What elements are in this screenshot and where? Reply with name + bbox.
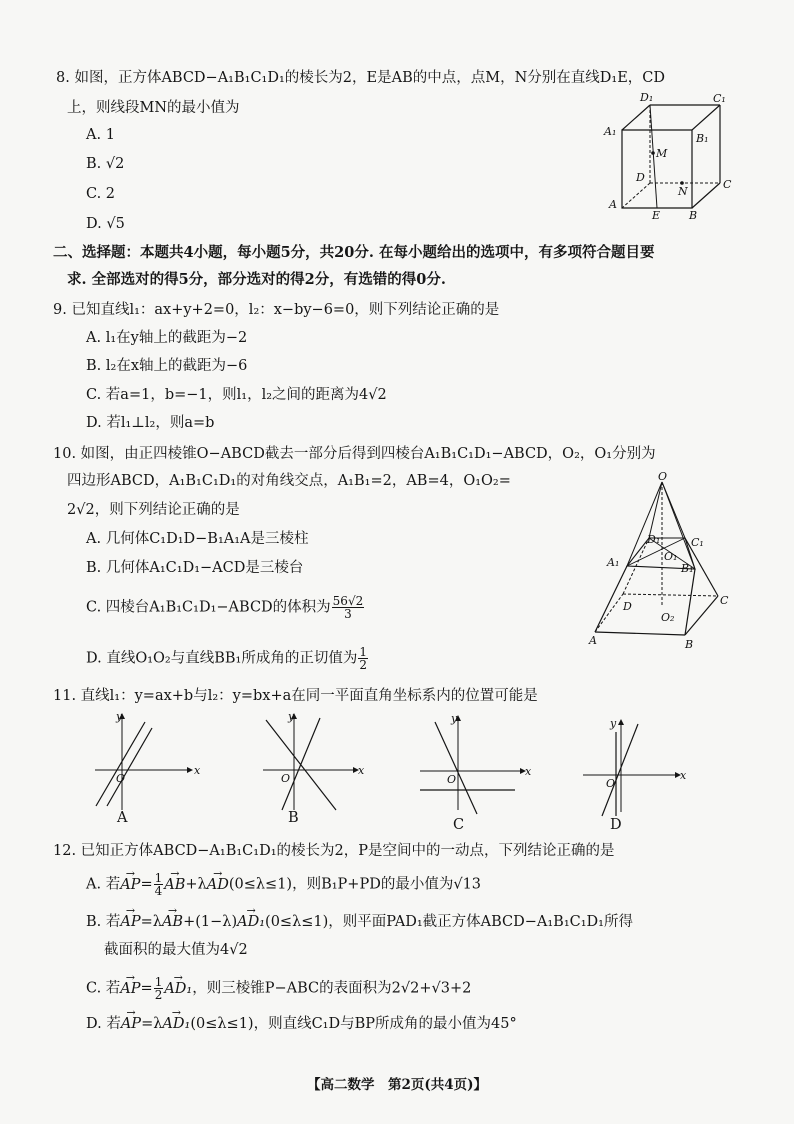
q8-option-c: C. 2 — [86, 186, 116, 202]
q10-label-a: A — [589, 634, 597, 647]
q10-option-b: B. 几何体A₁C₁D₁−ACD是三棱台 — [86, 560, 304, 576]
q12-option-a: A. 若→ AP= $\frac{1}{4}$ → AB+λ→ AD(0≤λ≤1)，则B₁P+PD的最小值为√13 — [86, 872, 481, 897]
q9-option-b: B. l₂在x轴上的截距为−6 — [86, 358, 248, 374]
q8-label-b: B — [689, 209, 698, 222]
q12-option-d: D. 若→ AP=λ→ AD₁(0≤λ≤1)，则直线C₁D与BP所成角的最小值为45° — [86, 1014, 517, 1034]
q10-label-o: O — [658, 470, 668, 483]
q12-option-b-line1: B. 若→ AP=λ→ AB+(1−λ)→ AD₁(0≤λ≤1)，则平面PAD₁截正方体ABCD−A₁B₁C₁D₁所得 — [86, 912, 633, 932]
q10-label-c1: C₁ — [691, 536, 704, 549]
section2-line1: 二、选择题：本题共4小题，每小题5分，共20分. 在每小题给出的选项中，有多项符合题目要 — [53, 244, 655, 261]
q11-stem: 11. 直线l₁：y=ax+b与l₂：y=bx+a在同一平面直角坐标系内的位置可能是 — [53, 688, 538, 704]
q8-label-n: N — [678, 185, 688, 198]
svg-text:y: y — [610, 717, 617, 730]
q8-option-b: B. √2 — [86, 156, 125, 172]
q9-option-d: D. 若l₁⊥l₂，则a=b — [86, 415, 215, 431]
q11-graph-a — [90, 710, 200, 825]
q8-label-a: A — [609, 198, 617, 211]
q8-label-c: C — [723, 178, 732, 191]
q12-option-b-line2: 截面积的最大值为4√2 — [104, 942, 248, 958]
q11-graph-b — [258, 710, 368, 825]
q8-label-b1: B₁ — [696, 132, 709, 145]
svg-text:x: x — [680, 769, 687, 782]
q11-label-b: B — [288, 810, 299, 826]
q11-label-c: C — [453, 817, 465, 833]
svg-text:O: O — [606, 777, 616, 790]
q10-label-d: D — [623, 600, 632, 613]
q9-option-a: A. l₁在y轴上的截距为−2 — [86, 330, 248, 346]
q10-label-o2: O₂ — [661, 611, 675, 624]
q10-label-o1: O₁ — [664, 550, 678, 563]
q8-stem-line1: 8. 如图，正方体ABCD−A₁B₁C₁D₁的棱长为2，E是AB的中点，点M，N分别在直线D₁E，CD — [56, 70, 666, 86]
svg-text:x: x — [525, 765, 532, 778]
svg-text:y: y — [288, 710, 295, 723]
q10-option-d: D. 直线O₁O₂与直线BB₁所成角的正切值为 $\frac{1}{2}$ — [86, 645, 367, 672]
q11-graph-d — [580, 712, 690, 827]
q8-option-d: D. √5 — [86, 216, 125, 232]
q10-stem-line1: 10. 如图，由正四棱锥O−ABCD截去一部分后得到四棱台A₁B₁C₁D₁−ABCD，O₂，O₁分别为 — [53, 446, 656, 462]
q12-option-c: C. 若→ AP= $\frac{1}{2}$ → AD₁，则三棱锥P−ABC的表面积为2√2+√3+2 — [86, 976, 471, 1001]
q10-label-b1: B₁ — [681, 562, 694, 575]
q10-label-b: B — [685, 638, 694, 651]
q8-label-e: E — [652, 209, 661, 222]
q10-option-a: A. 几何体C₁D₁D−B₁A₁A是三棱柱 — [86, 531, 309, 547]
q11-label-d: D — [610, 817, 622, 833]
svg-text:x: x — [358, 764, 365, 777]
q10-stem-line2: 四边形ABCD，A₁B₁C₁D₁的对角线交点，A₁B₁=2，AB=4，O₁O₂= — [67, 473, 511, 489]
q8-cube-figure — [600, 91, 740, 225]
svg-text:y: y — [451, 712, 458, 725]
q8-option-a: A. 1 — [86, 127, 115, 143]
q9-option-c: C. 若a=1，b=−1，则l₁，l₂之间的距离为4√2 — [86, 387, 387, 403]
q8-label-m: M — [656, 147, 668, 160]
q8-label-d1: D₁ — [640, 91, 654, 104]
q10-frustum-figure — [585, 472, 745, 652]
section2-line2: 求. 全部选对的得5分，部分选对的得2分，有选错的得0分. — [67, 271, 446, 288]
svg-text:y: y — [116, 710, 123, 723]
svg-text:O: O — [116, 772, 126, 785]
q8-label-c1: C₁ — [713, 92, 726, 105]
q11-graph-c — [415, 710, 535, 825]
q11-label-a: A — [117, 810, 128, 826]
q8-label-a1: A₁ — [604, 125, 617, 138]
q9-stem: 9. 已知直线l₁：ax+y+2=0，l₂：x−by−6=0，则下列结论正确的是 — [53, 302, 500, 318]
q10-label-a1: A₁ — [607, 556, 620, 569]
q12-stem: 12. 已知正方体ABCD−A₁B₁C₁D₁的棱长为2，P是空间中的一动点，下列结论正确的是 — [53, 843, 615, 859]
q10-label-c: C — [720, 594, 729, 607]
q8-label-d: D — [636, 171, 645, 184]
svg-text:O: O — [281, 772, 291, 785]
q10-stem-line3: 2√2，则下列结论正确的是 — [67, 502, 240, 518]
svg-text:x: x — [194, 764, 201, 777]
page-footer: 【高二数学 第2页(共4页)】 — [306, 1077, 488, 1093]
q8-stem-line2: 上，则线段MN的最小值为 — [67, 100, 240, 116]
q10-option-c: C. 四棱台A₁B₁C₁D₁−ABCD的体积为 $\frac{56√2}{3}$ — [86, 594, 364, 621]
svg-text:O: O — [447, 773, 457, 786]
q10-label-d1: D₁ — [647, 533, 661, 546]
